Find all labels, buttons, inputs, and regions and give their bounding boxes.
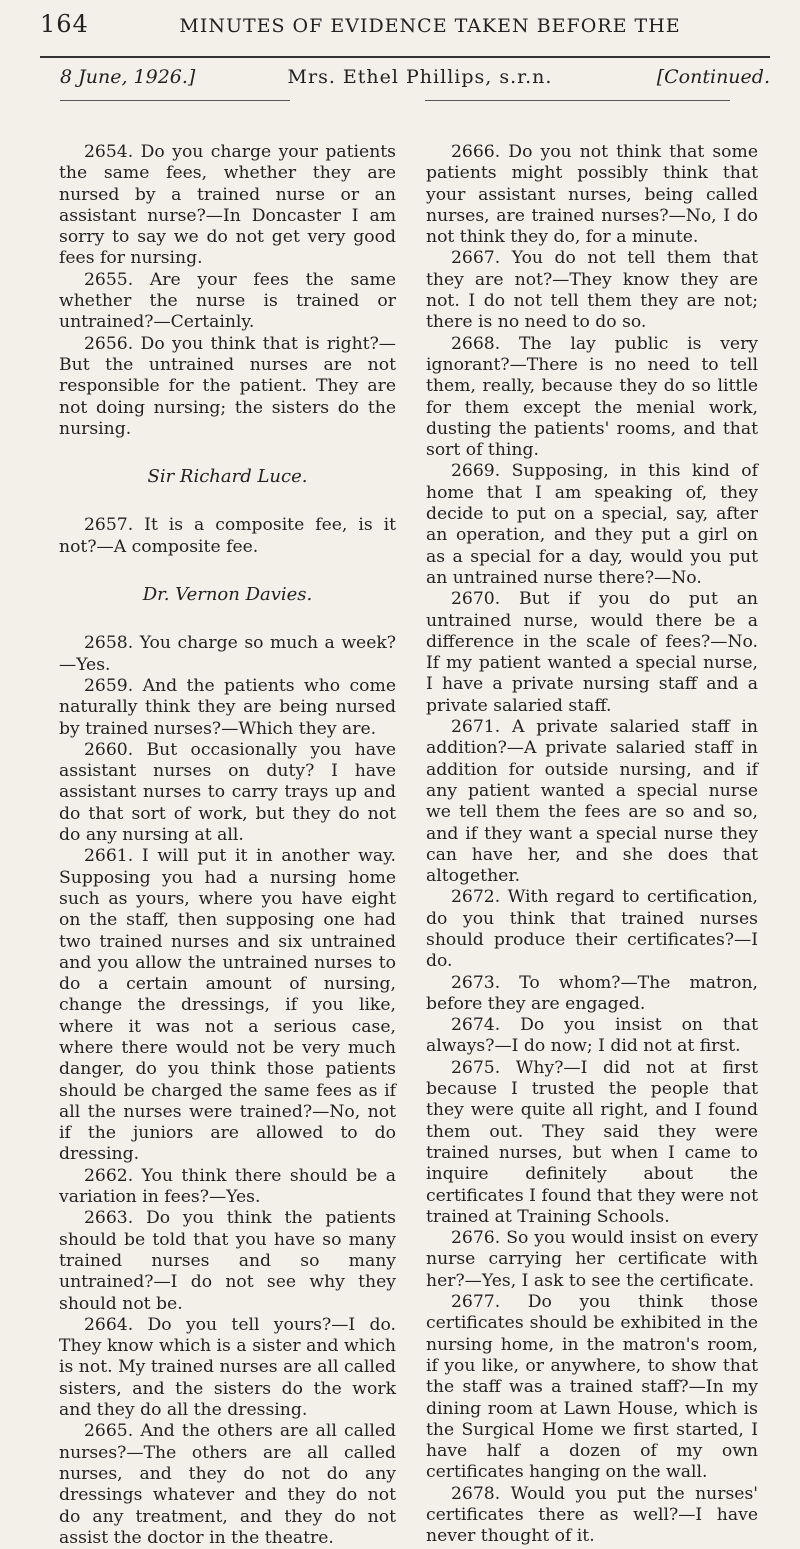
question-2667: 2667. You do not tell them that they are not?—They know they are not. I do not tell them they are not; there is no need to do so. [426, 248, 758, 333]
question-2670: 2670. But if you do put an untrained nurse, would there be a difference in the scale of fees?—No. If my patient wanted a special nurse, I have a private nursing staff and a private salaried staff. [426, 589, 758, 716]
question-2661: 2661. I will put it in another way. Supposing you had a nursing home such as yours, where you have eight on the staff, then supposing one had two trained nurses and six untrained and you allow the untrained nurses to do a certain amount of nursing, change the dressings, if you like, where it was not a serious case, where there would not be very much danger, do you think those patients should be charged the same fees as if all the nurses were trained?—No, not if the juniors are allowed to do dressing. [59, 846, 396, 1165]
witness-name: Mrs. Ethel Phillips, s.r.n. [287, 66, 553, 88]
question-2672: 2672. With regard to certification, do you think that trained nurses should produce their certificates?—I do. [426, 887, 758, 972]
question-2675: 2675. Why?—I did not at first because I trusted the people that they were quite all right, and I found them out. They said they were trained nurses, but when I came to inquire definitely about the certificates I found that they were not trained at Training Schools. [426, 1057, 758, 1227]
question-2669: 2669. Supposing, in this kind of home that I am speaking of, they decide to put on a special, say, after an operation, and they put a girl on as a special for a day, would you put an untrained nurse there?—No. [426, 461, 758, 588]
question-2665: 2665. And the others are all called nurses?—The others are all called nurses, and they do not do any dressings whatever and they do not do any treatment, and they do not assist the doctor in the theatre. [59, 1421, 396, 1548]
question-2676: 2676. So you would insist on every nurse carrying her certificate with her?—Yes, I ask to see the certificate. [426, 1228, 758, 1291]
question-2659: 2659. And the patients who come naturally think they are being nursed by trained nurses?—Which they are. [59, 675, 396, 739]
question-2656: 2656. Do you think that is right?—But the untrained nurses are not responsible for the patient. They are not doing nursing; the sisters do the nursing. [59, 333, 396, 439]
question-2668: 2668. The lay public is very ignorant?—There is no need to tell them, really, because they do so little for them except the menial work, dusting the patients' rooms, and that sort of thing. [426, 333, 758, 461]
left-column [59, 142, 396, 1549]
question-2671: 2671. A private salaried staff in addition?—A private salaried staff in addition for outside nursing, and if any patient wanted a special nurse we tell them the fees are so and so, and if they want a special nurse they can have her, and she does that altogether. [426, 717, 758, 887]
question-2678: 2678. Would you put the nurses' certificates there as well?—I have never thought of it. [426, 1483, 758, 1547]
subheader-rule-right [425, 100, 730, 101]
speaker-heading: Sir Richard Luce. [147, 466, 308, 488]
question-2658: 2658. You charge so much a week?—Yes. [59, 633, 396, 675]
question-2660: 2660. But occasionally you have assistant nurses on duty? I have assistant nurses to carry trays up and do that sort of work, but they do not do any nursing at all. [59, 739, 396, 846]
running-title: MINUTES OF EVIDENCE TAKEN BEFORE THE [179, 15, 681, 37]
running-head [40, 10, 770, 38]
speaker-heading: Dr. Vernon Davies. [142, 584, 313, 606]
question-2673: 2673. To whom?—The matron, before they are engaged. [426, 972, 758, 1014]
question-2674: 2674. Do you insist on that always?—I do now; I did not at first. [426, 1015, 758, 1057]
sitting-date: 8 June, 1926.] [60, 66, 196, 88]
question-2666: 2666. Do you not think that some patients might possibly think that your assistant nurses, being called nurses, are trained nurses?—No, I do not think they do, for a minute. [426, 142, 758, 248]
question-2663: 2663. Do you think the patients should be told that you have so many trained nurses and so many untrained?—I do not see why they should not be. [59, 1208, 396, 1314]
question-2654: 2654. Do you charge your patients the same fees, whether they are nursed by a trained nurse or an assistant nurse?—In Doncaster I am sorry to say we do not get very good fees for nursing. [59, 142, 396, 269]
question-2662: 2662. You think there should be a variation in fees?—Yes. [59, 1165, 396, 1208]
header-rule [40, 56, 770, 58]
right-column [426, 142, 758, 1548]
question-2664: 2664. Do you tell yours?—I do. They know which is a sister and which is not. My trained nurses are all called sisters, and the sisters do the work and they do all the dressing. [59, 1314, 396, 1421]
continued-label: [Continued. [656, 66, 770, 88]
question-2657: 2657. It is a composite fee, is it not?—A composite fee. [59, 515, 396, 557]
sub-header [60, 66, 770, 88]
page-number: 164 [40, 10, 89, 38]
question-2677: 2677. Do you think those certificates should be exhibited in the nursing home, in the matron's room, if you like, or anywhere, to show that the staff was a trained staff?—In my dining room at Lawn House, which is the Surgical Home we first started, I have half a dozen of my own certificates hanging on the wall. [426, 1292, 758, 1483]
question-2655: 2655. Are your fees the same whether the nurse is trained or untrained?—Certainly. [59, 269, 396, 333]
subheader-rule-left [60, 100, 290, 101]
